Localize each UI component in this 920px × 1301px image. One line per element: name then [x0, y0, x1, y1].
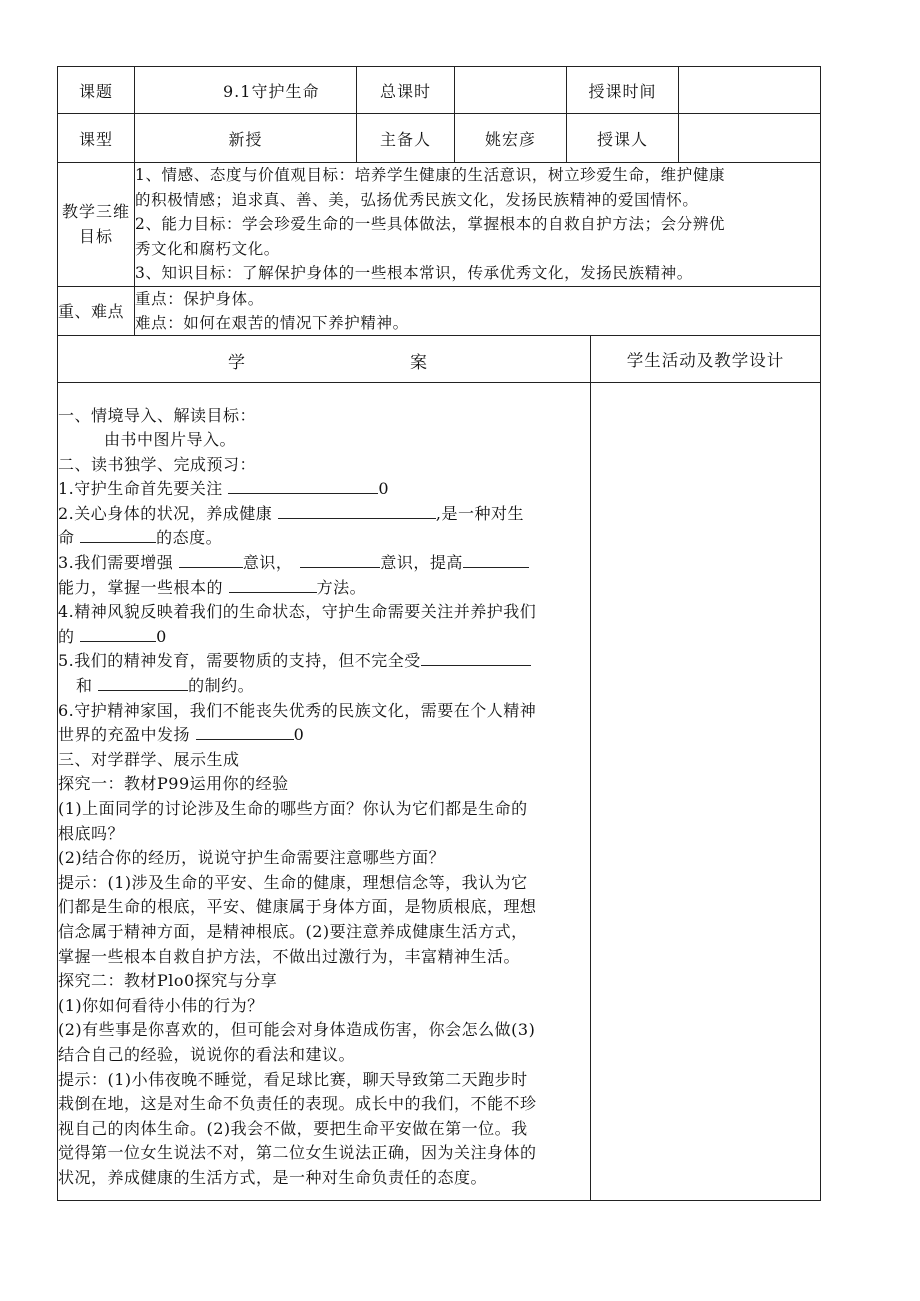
- plan-header-char-1: 学: [228, 352, 245, 373]
- lesson-plan-table: [57, 66, 821, 1201]
- lesson-plan-page: [57, 66, 820, 1201]
- answer-blank: [98, 674, 188, 691]
- key-point: 重点：保护身体。: [135, 289, 264, 308]
- question-2-cont: 命 的态度。: [58, 528, 223, 548]
- answer-blank: [80, 625, 156, 642]
- goal-line: 2、能力目标：学会珍爱生命的一些具体做法，掌握根本的自救自护方法；会分辨优: [135, 215, 726, 233]
- topic-value: 9.1守护生命: [135, 67, 357, 114]
- explore-1-q1: (1)上面同学的讨论涉及生命的哪些方面？你认为它们都是生命的: [58, 799, 528, 818]
- explore-2-hint: 栽倒在地，这是对生命不负责任的表现。成长中的我们，不能不珍: [58, 1094, 537, 1114]
- teach-time-value: [679, 67, 821, 114]
- explore-2-q2: (2)有些事是你喜欢的，但可能会对身体造成伤害，你会怎么做(3): [58, 1020, 536, 1040]
- teacher-value: [679, 114, 821, 163]
- question-3: 3.我们需要增强 意识， 意识，提高: [58, 551, 587, 576]
- goals-label-line1: 教学三维: [61, 202, 130, 222]
- preparer-value: 姚宏彦: [455, 114, 567, 163]
- question-3-cont: 能力，掌握一些根本的 方法。: [58, 577, 367, 597]
- teach-time-label: 授课时间: [567, 67, 679, 114]
- teacher-label: 授课人: [567, 114, 679, 163]
- goals-text: [135, 163, 821, 287]
- key-points-text: [135, 286, 821, 335]
- answer-blank: [80, 526, 156, 543]
- answer-blank: [421, 649, 531, 666]
- activity-column-header: 学生活动及教学设计: [591, 335, 821, 382]
- explore-2-hint: 觉得第一位女生说法不对，第二位女生说法正确，因为关注身体的: [58, 1143, 537, 1163]
- type-value: 新授: [135, 114, 357, 163]
- activity-content: [591, 382, 821, 1200]
- question-4-cont: 的 0: [58, 626, 167, 646]
- question-5: 5.我们的精神发育，需要物质的支持，但不完全受: [58, 649, 587, 674]
- goal-line: 1、情感、态度与价值观目标：培养学生健康的生活意识，树立珍爱生命，维护健康: [135, 166, 726, 184]
- question-1: 1.守护生命首先要关注 0: [58, 479, 390, 499]
- answer-blank: [229, 576, 317, 593]
- answer-blank: [463, 551, 529, 568]
- explore-1-q2: (2)结合你的经历，说说守护生命需要注意哪些方面？: [58, 848, 446, 868]
- preparer-label: 主备人: [357, 114, 455, 163]
- column-header-row: [58, 335, 821, 382]
- section-2-title: 二、读书独学、完成预习：: [58, 454, 257, 474]
- explore-2-hint: 视自己的肉体生命。(2)我会不做，要把生命平安做在第一位。我: [58, 1118, 528, 1138]
- explore-2-title: 探究二：教材Plo0探究与分享: [58, 971, 278, 991]
- explore-1-hint: 信念属于精神方面，是精神根底。(2)要注意养成健康生活方式，: [58, 921, 528, 941]
- goals-label: [58, 163, 135, 287]
- section-1-text: 由书中图片导入。: [104, 430, 237, 450]
- explore-1-q1-cont: 根底吗？: [58, 823, 125, 843]
- answer-blank: [278, 502, 436, 519]
- explore-2-hint: 提示：(1)小伟夜晚不睡觉，看足球比赛，聊天导致第二天跑步时: [58, 1069, 528, 1089]
- plan-header-char-2: 案: [410, 352, 427, 373]
- explore-2-q1: (1)你如何看待小伟的行为？: [58, 995, 264, 1015]
- explore-1-hint: 掌握一些根本自救自护方法，不做出过激行为，丰富精神生活。: [58, 946, 521, 966]
- explore-2-q2-cont: 结合自己的经验，说说你的看法和建议。: [58, 1044, 356, 1064]
- question-5-cont: 和 的制约。: [76, 676, 255, 696]
- section-1-title: 一、情境导入、解读目标：: [58, 405, 257, 425]
- type-label: 课型: [58, 114, 135, 163]
- key-points-label: 重、难点: [58, 286, 135, 335]
- key-points-row: [58, 286, 821, 335]
- goal-line: 秀文化和腐朽文化。: [135, 239, 280, 258]
- answer-blank: [196, 723, 294, 740]
- explore-1-hint: 们都是生命的根底，平安、健康属于身体方面，是物质根底，理想: [58, 897, 537, 917]
- section-3-title: 三、对学群学、展示生成: [58, 749, 240, 769]
- difficult-point: 难点：如何在艰苦的情况下养护精神。: [135, 313, 409, 332]
- goals-row: [58, 163, 821, 287]
- explore-2-hint: 状况，养成健康的生活方式，是一种对生命负责任的态度。: [58, 1167, 488, 1187]
- plan-column-header: [58, 335, 591, 382]
- explore-1-title: 探究一：教材P99运用你的经验: [58, 774, 289, 794]
- plan-content: [58, 382, 591, 1200]
- answer-blank: [179, 551, 243, 568]
- header-row-1: [58, 67, 821, 114]
- topic-label: 课题: [58, 67, 135, 114]
- content-row: [58, 382, 821, 1200]
- goal-line: 的积极情感；追求真、善、美，弘扬优秀民族文化，发扬民族精神的爱国情怀。: [135, 190, 699, 209]
- explore-1-hint: 提示：(1)涉及生命的平安、生命的健康，理想信念等，我认为它: [58, 872, 528, 892]
- question-6: 6.守护精神家国，我们不能丧失优秀的民族文化，需要在个人精神: [58, 700, 537, 720]
- goals-label-line2: 目标: [78, 227, 113, 247]
- answer-blank: [300, 551, 380, 568]
- total-hours-value: [455, 67, 567, 114]
- total-hours-label: 总课时: [357, 67, 455, 114]
- question-2: 2.关心身体的状况，养成健康 ,是一种对生: [58, 503, 524, 523]
- answer-blank: [228, 477, 378, 494]
- question-4: 4.精神风貌反映着我们的生命状态，守护生命需要关注并养护我们: [58, 602, 537, 622]
- header-row-2: [58, 114, 821, 163]
- goal-line: 3、知识目标：了解保护身体的一些根本常识，传承优秀文化，发扬民族精神。: [135, 264, 693, 282]
- question-6-cont: 世界的充盈中发扬 0: [58, 725, 305, 745]
